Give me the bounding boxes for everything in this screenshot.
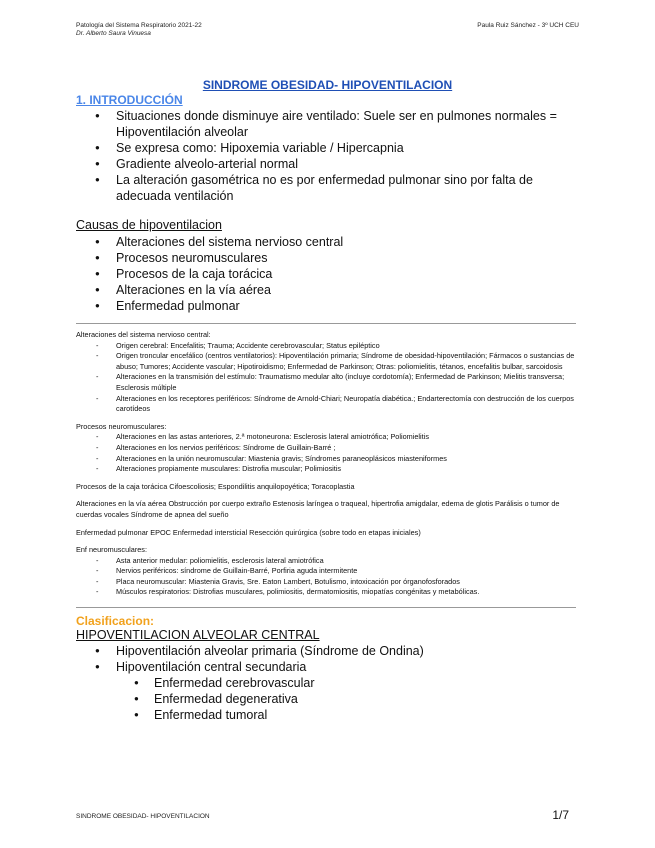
snc-list [76, 341, 576, 415]
list-item: - Músculos respiratorios: Distrofias musculares, polimiositis, dermatomiositis, miopatías congénitas y metabólicas. [76, 587, 576, 598]
divider [76, 607, 576, 608]
snc-heading: Alteraciones del sistema nervioso central: [76, 330, 211, 339]
list-item: ● Alteraciones del sistema nervioso central [76, 234, 576, 250]
list-item: ● Alteraciones en la vía aérea [76, 282, 576, 298]
footer-title: SINDROME OBESIDAD- HIPOVENTILACION [76, 813, 210, 820]
list-item: - Origen troncular encefálico (centros ventilatorios): Hipoventilación primaria; Síndrome de obesidad-hipoventilación; Fármacos o sustancias de abuso; Tumores; Accidente vascular; Hipotiroidismo; Enfermedad de Parkinson; Otras: poliomielitis, tétanos, encefalitis bulbar, sarcoidosis [76, 351, 576, 372]
airway-text: Alteraciones en la vía aérea Obstrucción por cuerpo extraño Estenosis laríngea o traqueal, hipertrofia amigdalar, edema de glotis Parálisis o tumor de cuerdas vocales Síndrome de apnea del sueño [76, 499, 560, 519]
causes-list [76, 234, 576, 314]
list-item: ● Situaciones donde disminuye aire ventilado: Suele ser en pulmones normales = Hipoventilación alveolar [76, 108, 576, 140]
divider [76, 323, 576, 324]
list-item: ● Se expresa como: Hipoxemia variable / Hipercapnia [76, 140, 576, 156]
list-item: - Origen cerebral: Encefalitis; Trauma; Accidente cerebrovascular; Status epiléptico [76, 341, 576, 352]
intro-heading: 1. INTRODUCCIÓN [76, 93, 183, 107]
list-item: ● Hipoventilación alveolar primaria (Síndrome de Ondina) [76, 643, 576, 659]
classification-list [76, 643, 576, 675]
neuro-heading: Procesos neuromusculares: [76, 421, 167, 431]
page-number: 1/7 [552, 808, 569, 822]
list-item: ● La alteración gasométrica no es por enfermedad pulmonar sino por falta de adecuada ventilación [76, 172, 576, 204]
list-item: ● Enfermedad tumoral [76, 707, 576, 723]
chest-wall-text: Procesos de la caja torácica Cifoescoliosis; Espondilitis anquilopoyética; Toracoplastia [76, 481, 355, 491]
list-item: - Alteraciones en las astas anteriores, 2.ª motoneurona: Esclerosis lateral amiotrófica; Poliomielitis [76, 432, 576, 443]
list-item: - Placa neuromuscular: Miastenia Gravis, Sre. Eaton Lambert, Botulismo, intoxicación por órganofosforados [76, 577, 576, 588]
list-item: - Alteraciones en la unión neuromuscular: Miastenia gravis; Síndromes paraneoplásicos miasteniformes [76, 454, 576, 465]
causes-heading: Causas de hipoventilacion [76, 218, 222, 232]
header-right: Paula Ruiz Sánchez - 3º UCH CEU [477, 22, 579, 29]
classification-sublist [76, 675, 576, 723]
classification-subheading: HIPOVENTILACION ALVEOLAR CENTRAL [76, 628, 320, 643]
neuro-list [76, 432, 576, 474]
classification-section [76, 614, 576, 723]
course-name: Patología del Sistema Respiratorio 2021-22 [76, 22, 202, 29]
page-title: SINDROME OBESIDAD- HIPOVENTILACION [202, 78, 453, 92]
list-item: ● Hipoventilación central secundaria [76, 659, 576, 675]
list-item: ● Enfermedad pulmonar [76, 298, 576, 314]
pulmonary-text: Enfermedad pulmonar EPOC Enfermedad intersticial Resección quirúrgica (sobre todo en etapas iniciales) [76, 527, 421, 537]
neuromuscular-heading: Enf neuromusculares: [76, 545, 147, 555]
author-name: Dr. Alberto Saura Vinuesa [76, 30, 151, 37]
details-section [76, 330, 576, 598]
intro-list [76, 108, 576, 204]
list-item: ● Procesos de la caja torácica [76, 266, 576, 282]
list-item: ● Enfermedad cerebrovascular [76, 675, 576, 691]
neuromuscular-list [76, 556, 576, 598]
list-item: ● Enfermedad degenerativa [76, 691, 576, 707]
list-item: - Alteraciones en los nervios periféricos: Síndrome de Guillain-Barré ; [76, 443, 576, 454]
header-left [76, 22, 202, 38]
list-item: - Asta anterior medular: poliomielitis, esclerosis lateral amiotrófica [76, 556, 576, 567]
list-item: ● Procesos neuromusculares [76, 250, 576, 266]
list-item: - Alteraciones en la transmisión del estímulo: Traumatismo medular alto (incluye cordotomía); Enfermedad de Parkinson; Mielitis transversa; Esclerosis múltiple [76, 372, 576, 393]
list-item: - Alteraciones en los receptores periféricos: Síndrome de Arnold-Chiari; Neuropatía diabética.; Endarterectomía con destrucción de los cuerpos carotídeos [76, 394, 576, 415]
document-body [76, 93, 576, 723]
list-item: ● Gradiente alveolo-arterial normal [76, 156, 576, 172]
list-item: - Alteraciones propiamente musculares: Distrofia muscular; Polimiositis [76, 464, 576, 475]
classification-heading: Clasificacion: [76, 614, 155, 629]
list-item: - Nervios periféricos: síndrome de Guillain-Barré, Porfiria aguda intermitente [76, 566, 576, 577]
